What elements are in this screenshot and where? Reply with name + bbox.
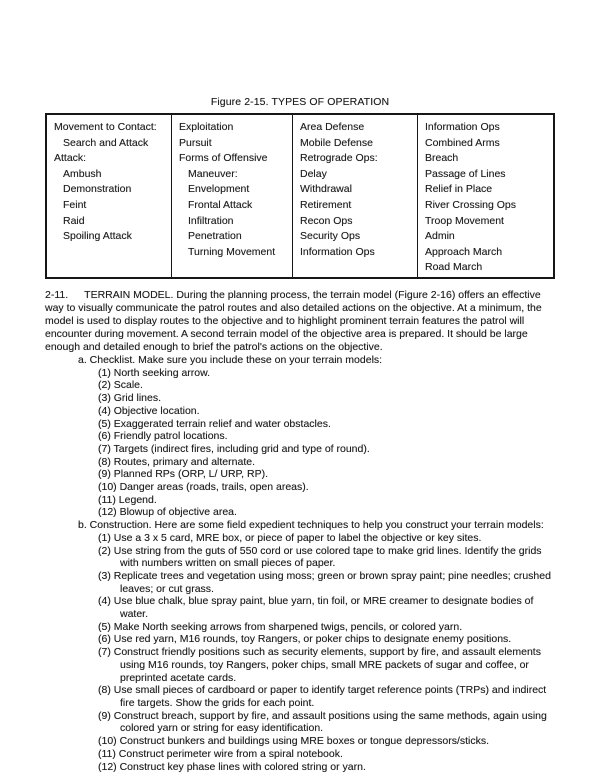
checklist-item: (4) Objective location. <box>98 405 559 418</box>
table-cell-line: Feint <box>54 198 167 214</box>
construction-item: (9) Construct breach, support by fire, and assault positions using the same methods, again using colored yarn or string for easy identification. <box>98 710 559 735</box>
table-cell-line: Recon Ops <box>300 214 413 230</box>
table-cell-line: River Crossing Ops <box>425 198 549 214</box>
construction-item: (11) Construct perimeter wire from a spiral notebook. <box>98 748 559 761</box>
construction-lead: b. Construction. Here are some field expedient techniques to help you construct your terrain models: <box>78 519 559 532</box>
table-cell-line: Security Ops <box>300 229 413 245</box>
paragraph-number: 2-11. <box>45 289 84 301</box>
construction-item: (1) Use a 3 x 5 card, MRE box, or piece of paper to label the objective or key sites. <box>98 532 559 545</box>
table-cell-line: Movement to Contact: <box>54 120 167 136</box>
figure-title: Figure 2-15. TYPES OF OPERATION <box>0 96 600 108</box>
table-cell-line: Combined Arms <box>425 136 549 152</box>
table-cell-line: Information Ops <box>300 245 413 261</box>
table-cell-line: Maneuver: <box>179 167 288 183</box>
checklist-lead: a. Checklist. Make sure you include these on your terrain models: <box>78 354 559 367</box>
table-cell-line: Envelopment <box>179 182 288 198</box>
checklist-item: (10) Danger areas (roads, trails, open areas). <box>98 481 559 494</box>
construction-list <box>98 532 559 773</box>
table-cell-line: Forms of Offensive <box>179 151 288 167</box>
construction-item: (12) Construct key phase lines with colored string or yarn. <box>98 761 559 773</box>
table-cell-line: Breach <box>425 151 549 167</box>
construction-item: (6) Use red yarn, M16 rounds, toy Rangers, or poker chips to designate enemy positions. <box>98 633 559 646</box>
paragraph-2-11 <box>45 289 559 354</box>
table-cell-line: Troop Movement <box>425 214 549 230</box>
checklist-item: (11) Legend. <box>98 494 559 507</box>
section-2-11 <box>45 289 559 773</box>
table-cell-line: Frontal Attack <box>179 198 288 214</box>
table-cell-line: Raid <box>54 214 167 230</box>
checklist-item: (9) Planned RPs (ORP, L/ URP, RP). <box>98 468 559 481</box>
table-cell-line: Retrograde Ops: <box>300 151 413 167</box>
table-cell-line: Area Defense <box>300 120 413 136</box>
table-cell-line: Turning Movement <box>179 245 288 261</box>
construction-item: (4) Use blue chalk, blue spray paint, blue yarn, tin foil, or MRE creamer to designate bodies of water. <box>98 595 559 620</box>
table-cell-line: Approach March <box>425 245 549 261</box>
table-column-offensive-maneuver <box>172 115 293 277</box>
table-cell-line: Road March <box>425 260 549 276</box>
table-cell-line: Information Ops <box>425 120 549 136</box>
table-cell-line: Passage of Lines <box>425 167 549 183</box>
checklist-item: (6) Friendly patrol locations. <box>98 430 559 443</box>
types-of-operation-table <box>45 113 555 279</box>
construction-item: (10) Construct bunkers and buildings using MRE boxes or tongue depressors/sticks. <box>98 735 559 748</box>
table-cell-line: Demonstration <box>54 182 167 198</box>
table-cell-line: Infiltration <box>179 214 288 230</box>
table-column-defense-retrograde <box>293 115 418 277</box>
table-cell-line: Ambush <box>54 167 167 183</box>
table-column-offense-contact <box>47 115 172 277</box>
construction-item: (5) Make North seeking arrows from sharpened twigs, pencils, or colored yarn. <box>98 621 559 634</box>
table-cell-line: Admin <box>425 229 549 245</box>
table-cell-line: Exploitation <box>179 120 288 136</box>
checklist-item: (12) Blowup of objective area. <box>98 506 559 519</box>
table-cell-line: Pursuit <box>179 136 288 152</box>
checklist-item: (8) Routes, primary and alternate. <box>98 456 559 469</box>
checklist <box>98 367 559 519</box>
checklist-item: (1) North seeking arrow. <box>98 367 559 380</box>
table-cell-line: Spoiling Attack <box>54 229 167 245</box>
construction-item: (8) Use small pieces of cardboard or paper to identify target reference points (TRPs) and indirect fire targets. Show the grids for each point. <box>98 684 559 709</box>
table-cell-line: Penetration <box>179 229 288 245</box>
table-cell-line: Retirement <box>300 198 413 214</box>
table-cell-line: Withdrawal <box>300 182 413 198</box>
checklist-item: (7) Targets (indirect fires, including grid and type of round). <box>98 443 559 456</box>
construction-item: (7) Construct friendly positions such as security elements, support by fire, and assault elements using M16 rounds, toy Rangers, poker chips, small MRE packets of sugar and coffee, or preprinted acetate cards. <box>98 646 559 684</box>
table-column-other-ops <box>418 115 553 277</box>
checklist-item: (5) Exaggerated terrain relief and water obstacles. <box>98 418 559 431</box>
checklist-item: (2) Scale. <box>98 379 559 392</box>
construction-item: (3) Replicate trees and vegetation using moss; green or brown spray paint; pine needles; crushed leaves; or cut grass. <box>98 570 559 595</box>
checklist-item: (3) Grid lines. <box>98 392 559 405</box>
construction-item: (2) Use string from the guts of 550 cord or use colored tape to make grid lines. Identify the grids with numbers written on small pieces of paper. <box>98 545 559 570</box>
table-cell-line: Mobile Defense <box>300 136 413 152</box>
table-cell-line: Delay <box>300 167 413 183</box>
table-cell-line: Relief in Place <box>425 182 549 198</box>
paragraph-body-text: TERRAIN MODEL. During the planning process, the terrain model (Figure 2-16) offers an effective way to visually communicate the patrol routes and also detailed actions on the objective. At a minimum, the model is used to display routes to the objective and to highlight prominent terrain features the patrol will encounter during movement. A second terrain model of the objective area is prepared. It should be large enough and detailed enough to brief the patrol's actions on the objective. <box>45 289 542 353</box>
table-cell-line: Attack: <box>54 151 167 167</box>
table-cell-line: Search and Attack <box>54 136 167 152</box>
